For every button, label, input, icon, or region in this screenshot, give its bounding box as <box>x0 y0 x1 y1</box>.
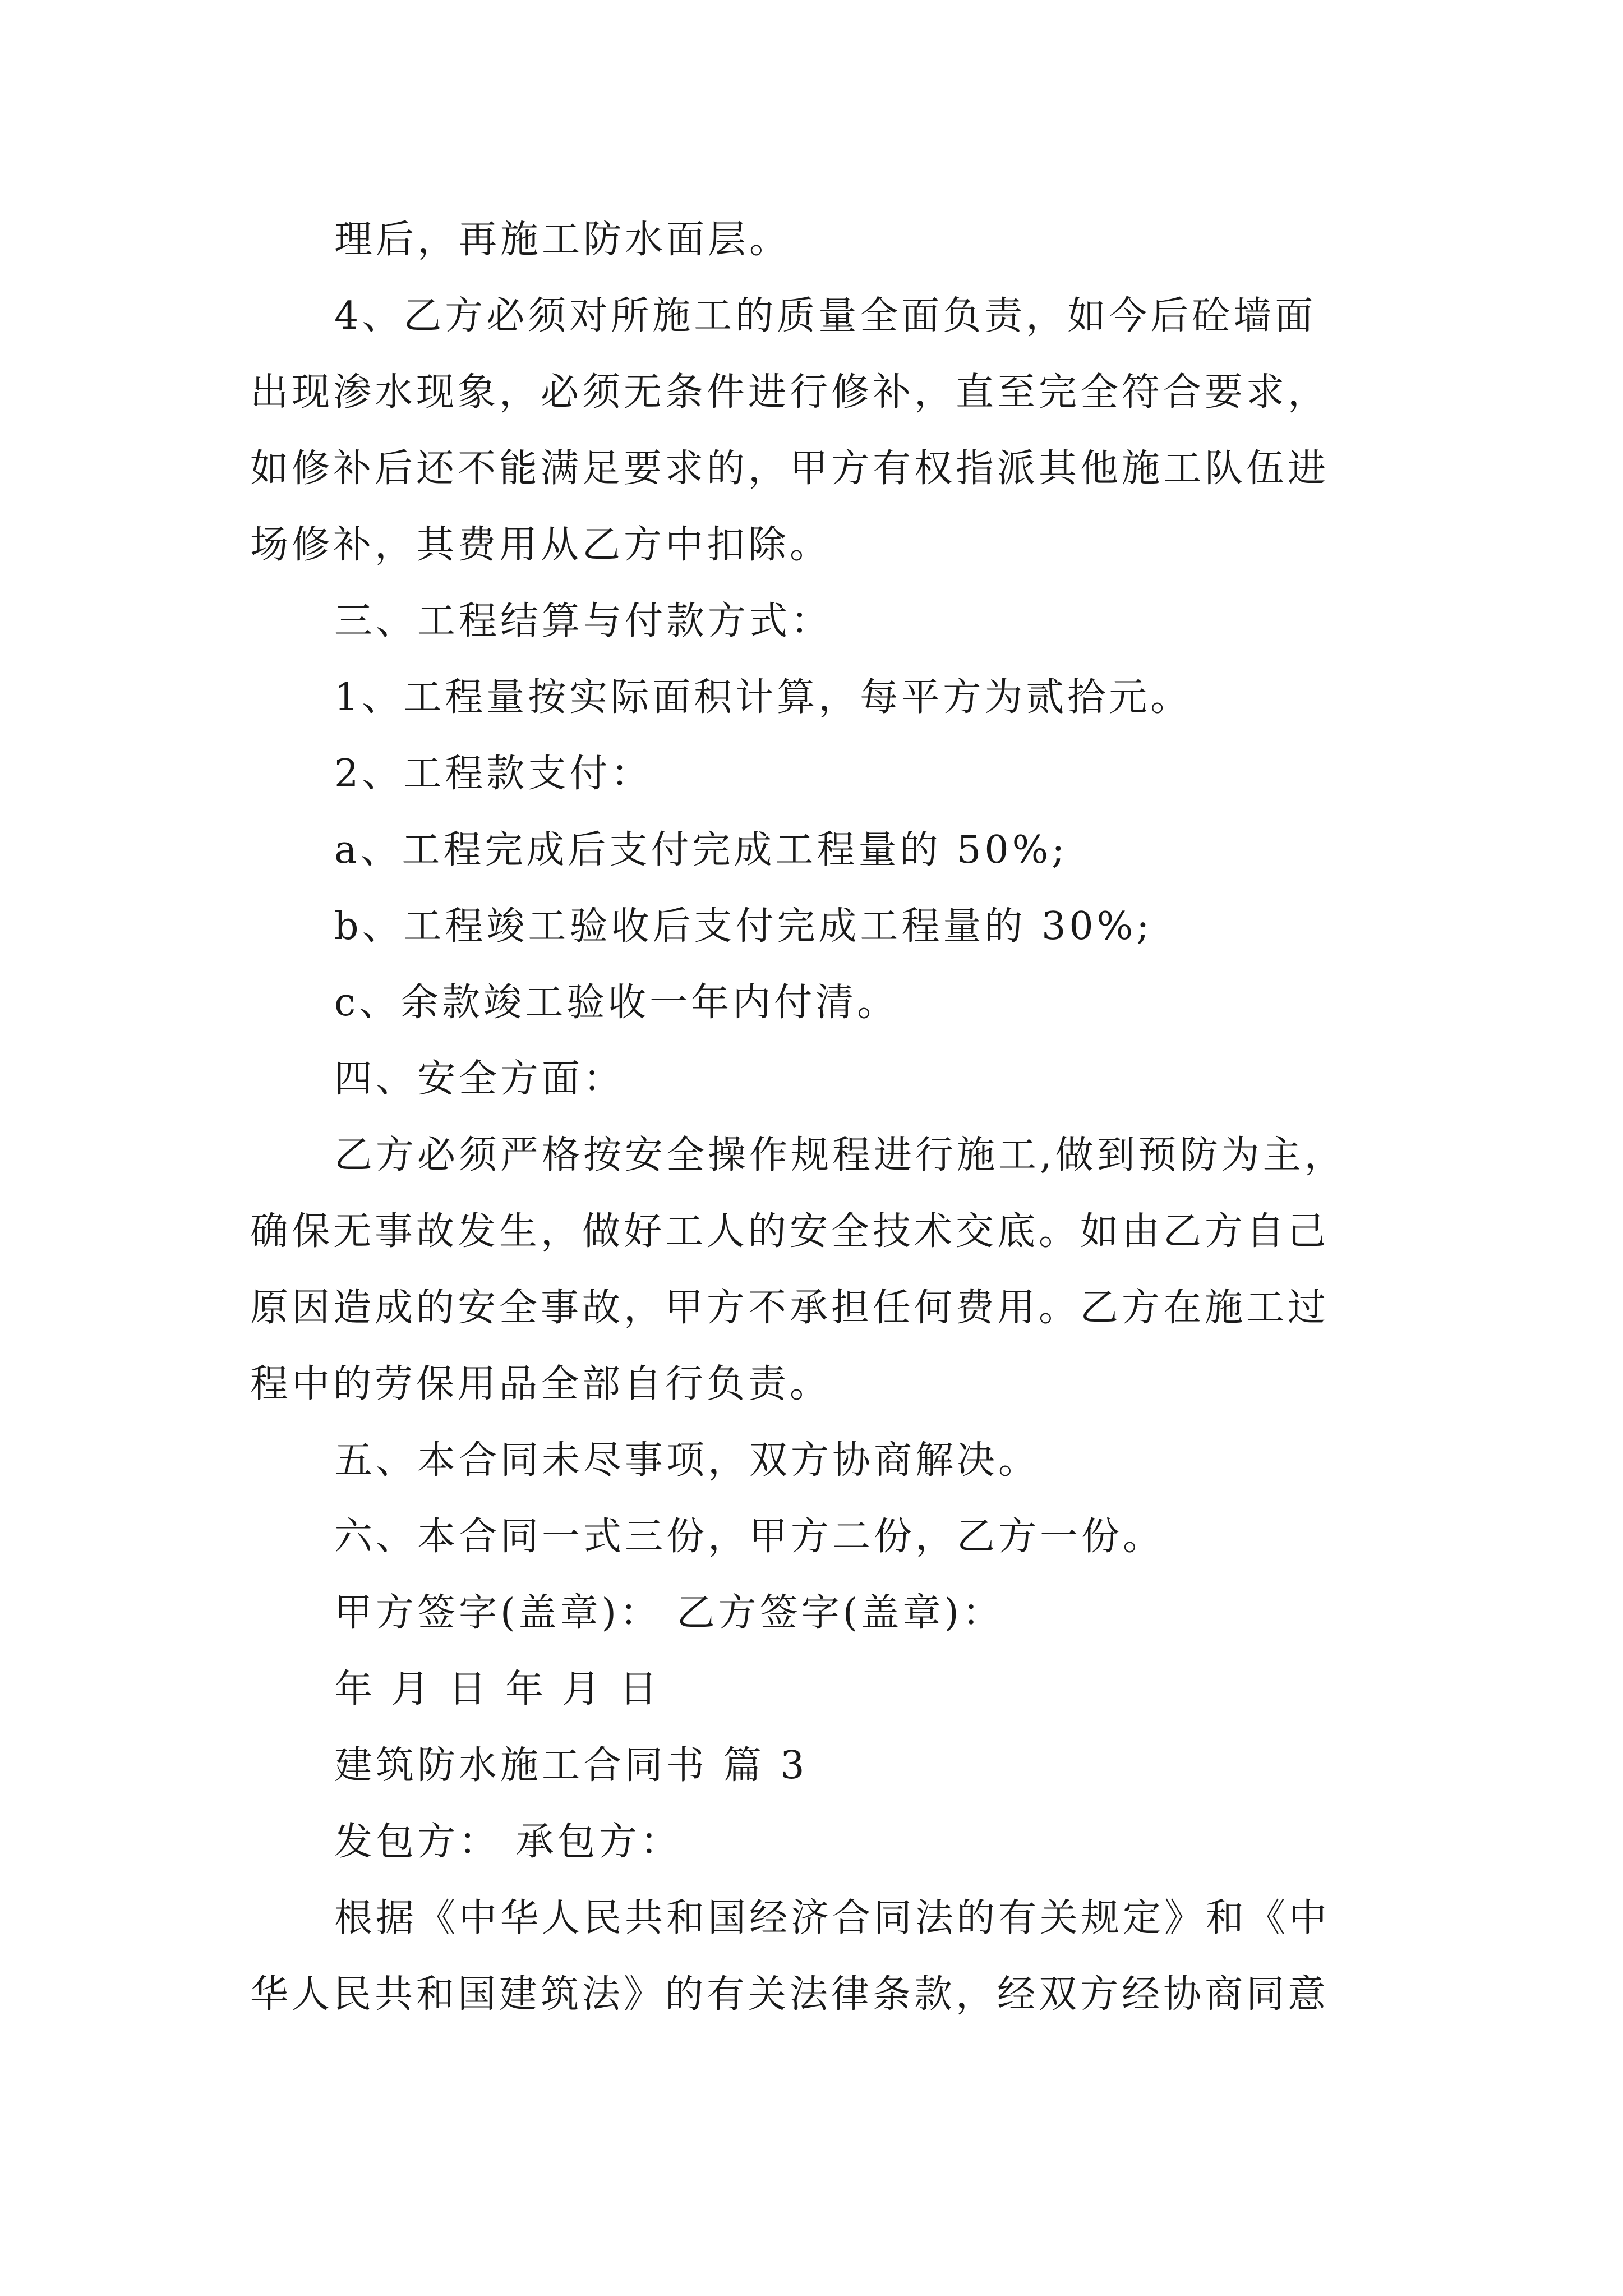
document-body <box>250 202 1394 2033</box>
section-heading: 六、本合同一式三份，甲方二份，乙方一份。 <box>334 1515 1165 1559</box>
section-heading: 三、工程结算与付款方式： <box>334 599 833 643</box>
text-line: 根据《中华人民共和国经济合同法的有关规定》和《中 <box>334 1896 1331 1940</box>
text-line: 场修补，其费用从乙方中扣除。 <box>250 523 832 567</box>
section-heading: 四、安全方面： <box>334 1057 625 1101</box>
text-line: 程中的劳保用品全部自行负责。 <box>250 1362 832 1406</box>
text-line: 原因造成的安全事故，甲方不承担任何费用。乙方在施工过 <box>250 1286 1330 1330</box>
section-heading: 五、本合同未尽事项，双方协商解决。 <box>334 1438 1040 1483</box>
text-line: 2、工程款支付： <box>334 752 653 796</box>
signature-line: 甲方签字(盖章)： 乙方签字(盖章)： <box>334 1591 1004 1635</box>
text-line: 1、工程量按实际面积计算，每平方为贰拾元。 <box>334 675 1192 720</box>
text-line: 确保无事故发生，做好工人的安全技术交底。如由乙方自己 <box>250 1209 1330 1254</box>
date-line: 年 月 日 年 月 日 <box>334 1667 661 1711</box>
text-line: 乙方必须严格按安全操作规程进行施工,做到预防为主， <box>334 1133 1346 1177</box>
text-line: a、工程完成后支付完成工程量的 50%; <box>334 828 1068 872</box>
parties-line: 发包方： 承包方： <box>334 1820 682 1864</box>
text-line: 4、乙方必须对所施工的质量全面负责，如今后砼墙面 <box>334 294 1317 338</box>
text-line: b、工程竣工验收后支付完成工程量的 30%; <box>334 904 1153 949</box>
text-line: c、余款竣工验收一年内付清。 <box>334 981 899 1025</box>
text-line: 如修补后还不能满足要求的，甲方有权指派其他施工队伍进 <box>250 447 1330 491</box>
text-line: 华人民共和国建筑法》的有关法律条款，经双方经协商同意 <box>250 1972 1330 2017</box>
text-line: 出现渗水现象，必须无条件进行修补，直至完全符合要求， <box>250 370 1330 415</box>
text-line: 理后，再施工防水面层。 <box>334 218 791 262</box>
contract-title: 建筑防水施工合同书 篇 3 <box>334 1743 808 1788</box>
